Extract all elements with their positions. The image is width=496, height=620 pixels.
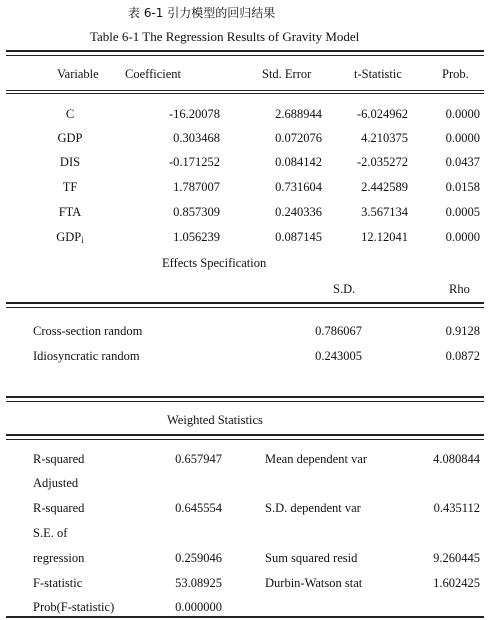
stat-value: 9.260445 — [433, 551, 480, 565]
effects-sd: 0.243005 — [315, 349, 362, 363]
stat-value: 0.259046 — [175, 551, 222, 565]
cell-coefficient: -16.20078 — [168, 107, 220, 121]
effects-title: Effects Specification — [162, 256, 267, 270]
stat-label: F-statistic — [33, 576, 83, 590]
header-std-error: Std. Error — [262, 67, 312, 81]
stat-label: Prob(F-statistic) — [33, 600, 115, 614]
cell-prob: 0.0005 — [445, 205, 480, 219]
header-t-statistic: t-Statistic — [354, 67, 402, 81]
cell-t-statistic: -6.024962 — [356, 107, 408, 121]
stat-label: S.E. of — [33, 526, 68, 540]
stat-value: 53.08925 — [175, 576, 222, 590]
stat-label: R-squared — [33, 452, 85, 466]
cell-coefficient: 0.303468 — [173, 131, 220, 145]
header-prob: Prob. — [442, 67, 469, 81]
cell-variable — [40, 231, 100, 245]
cell-std-error: 0.240336 — [275, 205, 322, 219]
variable-subscript: i — [81, 235, 84, 245]
caption-chinese: 表 6-1 引力模型的回归结果 — [128, 6, 276, 20]
cell-t-statistic: 2.442589 — [361, 180, 408, 194]
effects-header-sd: S.D. — [333, 282, 356, 296]
effects-rule — [6, 302, 484, 304]
cell-t-statistic: 4.210375 — [361, 131, 408, 145]
stat-value: 0.435112 — [433, 501, 480, 515]
stat-label: R-squared — [33, 501, 85, 515]
bottom-rule — [6, 616, 484, 618]
stat-value: 4.080844 — [433, 452, 480, 466]
cell-prob: 0.0000 — [445, 131, 480, 145]
cell-std-error: 2.688944 — [275, 107, 322, 121]
cell-variable: DIS — [59, 155, 81, 169]
effects-rho: 0.0872 — [445, 349, 480, 363]
weighted-rule — [6, 434, 484, 436]
stat-label: regression — [33, 551, 85, 565]
header-coefficient: Coefficient — [125, 67, 181, 81]
cell-variable: TF — [62, 180, 78, 194]
weighted-title: Weighted Statistics — [167, 413, 263, 427]
effects-label: Cross-section random — [33, 324, 143, 338]
stat-value: 0.657947 — [175, 452, 222, 466]
top-rule — [6, 50, 484, 52]
effects-label: Idiosyncratic random — [33, 349, 140, 363]
caption-english: Table 6-1 The Regression Results of Gravity Model — [90, 29, 360, 44]
variable-name: GDP — [56, 230, 82, 244]
cell-std-error: 0.072076 — [275, 131, 322, 145]
stat-label: S.D. dependent var — [265, 501, 361, 515]
header-rule — [6, 90, 484, 91]
stat-label: Durbin-Watson stat — [265, 576, 363, 590]
stat-label: Mean dependent var — [265, 452, 368, 466]
weighted-rule-inner — [6, 439, 484, 440]
weighted-top-rule-inner — [6, 401, 484, 402]
cell-variable: C — [65, 107, 75, 121]
cell-variable: FTA — [58, 205, 82, 219]
cell-std-error: 0.731604 — [275, 180, 322, 194]
effects-rho: 0.9128 — [445, 324, 480, 338]
cell-variable: GDP — [57, 131, 83, 145]
header-rule-inner — [6, 93, 484, 94]
cell-t-statistic: 12.12041 — [361, 230, 408, 244]
stat-label: Adjusted — [33, 476, 79, 490]
cell-t-statistic: -2.035272 — [356, 155, 408, 169]
stat-label: Sum squared resid — [265, 551, 358, 565]
cell-prob: 0.0000 — [445, 230, 480, 244]
cell-t-statistic: 3.567134 — [361, 205, 408, 219]
effects-header-rho: Rho — [449, 282, 470, 296]
cell-coefficient: -0.171252 — [168, 155, 220, 169]
cell-prob: 0.0000 — [445, 107, 480, 121]
cell-coefficient: 1.787007 — [173, 180, 220, 194]
weighted-top-rule — [6, 396, 484, 398]
cell-std-error: 0.084142 — [275, 155, 322, 169]
effects-rule-inner — [6, 307, 484, 308]
cell-coefficient: 1.056239 — [173, 230, 220, 244]
top-rule-inner — [6, 55, 484, 56]
effects-sd: 0.786067 — [315, 324, 362, 338]
cell-coefficient: 0.857309 — [173, 205, 220, 219]
header-variable: Variable — [57, 67, 99, 81]
cell-prob: 0.0437 — [445, 155, 480, 169]
stat-value: 1.602425 — [433, 576, 480, 590]
cell-prob: 0.0158 — [445, 180, 480, 194]
stat-value: 0.000000 — [175, 600, 222, 614]
cell-std-error: 0.087145 — [275, 230, 322, 244]
stat-value: 0.645554 — [175, 501, 222, 515]
